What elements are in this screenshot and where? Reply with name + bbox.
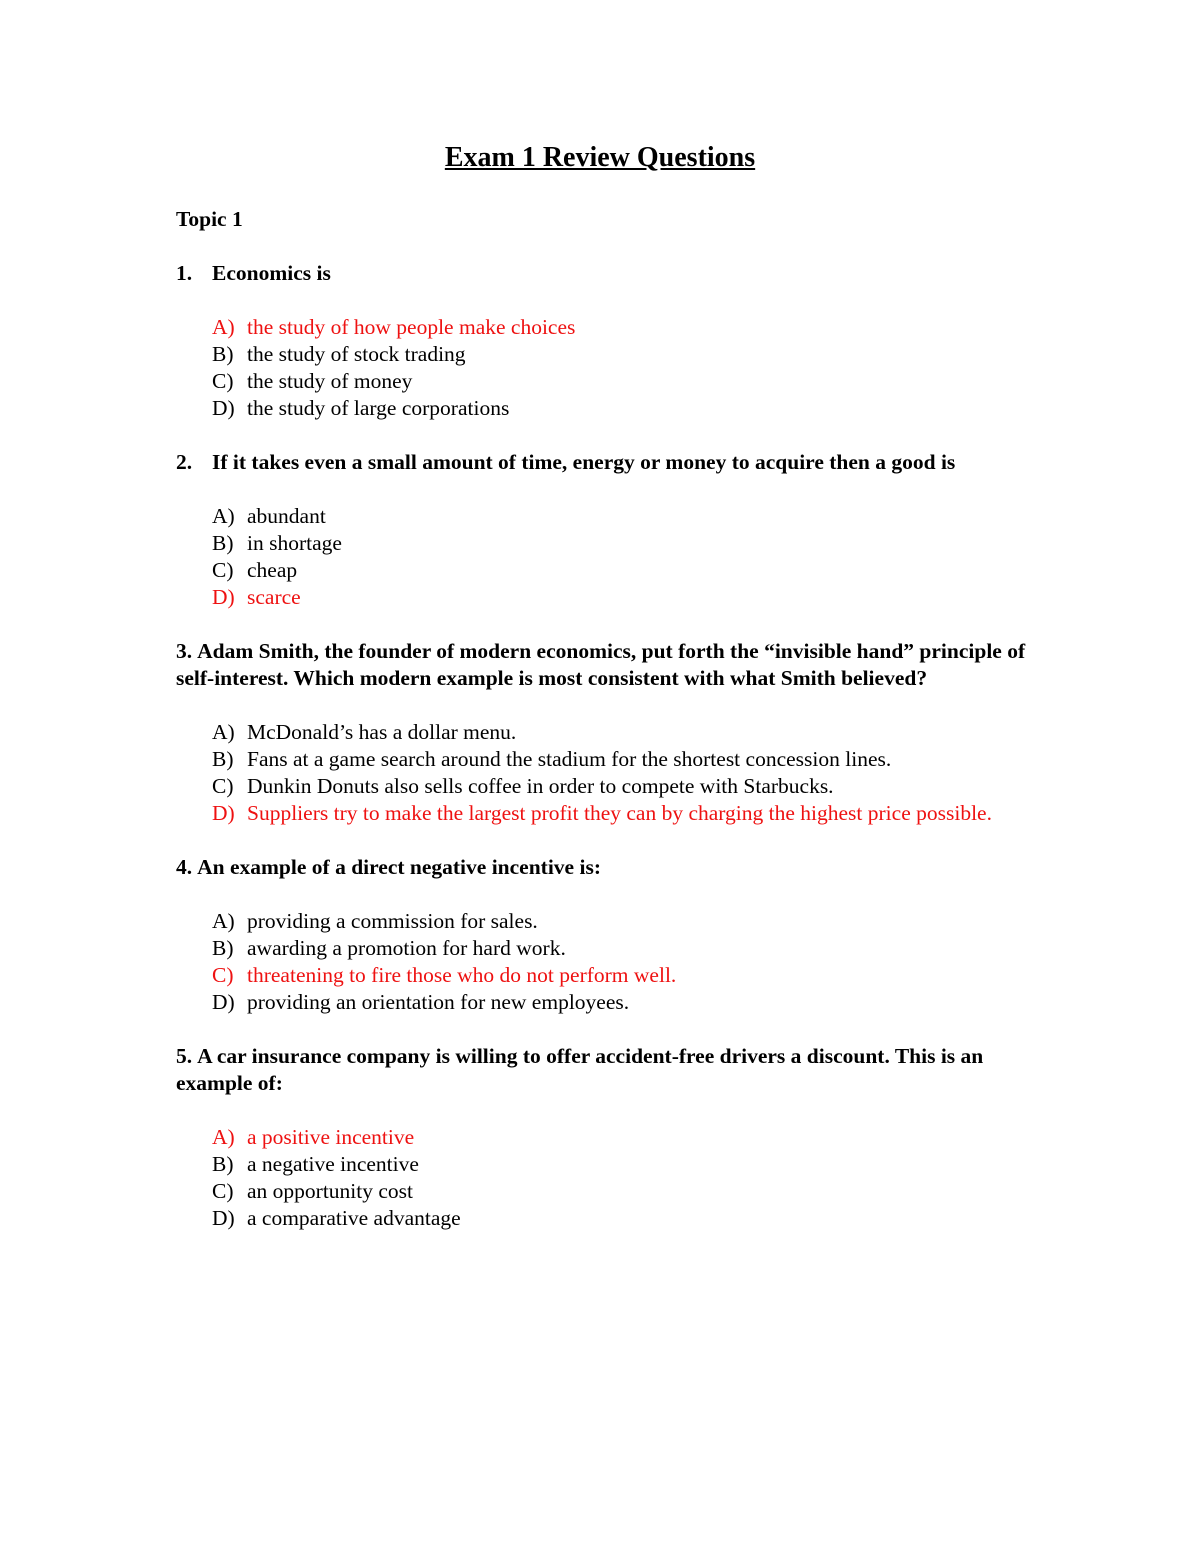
question-number: 1. xyxy=(176,261,193,285)
answer-options xyxy=(212,908,1036,1016)
option-letter: C) xyxy=(212,963,234,987)
question-stem xyxy=(176,260,1036,287)
option-letter: A) xyxy=(212,909,235,933)
option-letter: A) xyxy=(212,315,235,339)
option-letter: B) xyxy=(212,936,234,960)
answer-option xyxy=(212,314,1036,341)
answer-option xyxy=(212,962,1036,989)
answer-options xyxy=(212,1124,1036,1232)
answer-option xyxy=(212,557,1036,584)
question-number: 2. xyxy=(176,450,193,474)
answer-option xyxy=(212,503,1036,530)
answer-option xyxy=(212,584,1036,611)
option-letter: A) xyxy=(212,720,235,744)
answer-options xyxy=(212,503,1036,611)
answer-option xyxy=(212,368,1036,395)
answer-option xyxy=(212,800,1036,827)
option-letter: C) xyxy=(212,369,234,393)
answer-option xyxy=(212,1151,1036,1178)
option-text: a comparative advantage xyxy=(247,1206,461,1230)
option-letter: B) xyxy=(212,747,234,771)
option-text: an opportunity cost xyxy=(247,1179,414,1203)
answer-option xyxy=(212,719,1036,746)
question-stem xyxy=(176,854,1036,881)
question-3 xyxy=(176,638,1036,827)
option-letter: A) xyxy=(212,1125,235,1149)
question-text: Adam Smith, the founder of modern economics, put forth the “invisible hand” principle of self-interest. Which modern example is most consistent with what Smith believed? xyxy=(176,639,1026,690)
question-text: Economics is xyxy=(212,261,331,285)
option-letter: B) xyxy=(212,531,234,555)
answer-option xyxy=(212,989,1036,1016)
answer-option xyxy=(212,395,1036,422)
option-letter: C) xyxy=(212,774,234,798)
option-text: the study of stock trading xyxy=(247,342,466,366)
option-letter: B) xyxy=(212,1152,234,1176)
option-text: the study of money xyxy=(247,369,413,393)
option-text: awarding a promotion for hard work. xyxy=(247,936,566,960)
option-text: Suppliers try to make the largest profit they can by charging the highest price possible. xyxy=(247,801,992,825)
question-5 xyxy=(176,1043,1036,1232)
option-text: Fans at a game search around the stadium for the shortest concession lines. xyxy=(247,747,892,771)
question-2 xyxy=(176,449,1036,611)
option-letter: D) xyxy=(212,585,235,609)
option-text: the study of large corporations xyxy=(247,396,510,420)
answer-option xyxy=(212,1124,1036,1151)
topic-heading: Topic 1 xyxy=(176,207,243,231)
answer-option xyxy=(212,1178,1036,1205)
question-text: If it takes even a small amount of time, energy or money to acquire then a good is xyxy=(212,450,956,474)
question-text: An example of a direct negative incentive is: xyxy=(197,855,601,879)
option-text: Dunkin Donuts also sells coffee in order to compete with Starbucks. xyxy=(247,774,834,798)
question-stem xyxy=(176,1043,1036,1097)
option-text: providing a commission for sales. xyxy=(247,909,538,933)
answer-option xyxy=(212,935,1036,962)
option-letter: D) xyxy=(212,990,235,1014)
option-letter: D) xyxy=(212,1206,235,1230)
question-number: 3. xyxy=(176,639,193,663)
option-letter: A) xyxy=(212,504,235,528)
document-content xyxy=(176,138,1036,1259)
option-letter: C) xyxy=(212,558,234,582)
question-number: 4. xyxy=(176,855,193,879)
answer-option xyxy=(212,1205,1036,1232)
answer-option xyxy=(212,773,1036,800)
page-title: Exam 1 Review Questions xyxy=(444,142,756,173)
option-text: providing an orientation for new employees. xyxy=(247,990,630,1014)
option-text: cheap xyxy=(247,558,298,582)
question-text: A car insurance company is willing to offer accident-free drivers a discount. This is an example of: xyxy=(176,1044,984,1095)
question-1 xyxy=(176,260,1036,422)
option-text: scarce xyxy=(247,585,301,609)
question-number: 5. xyxy=(176,1044,193,1068)
answer-option xyxy=(212,746,1036,773)
answer-option xyxy=(212,341,1036,368)
question-stem xyxy=(176,638,1036,692)
option-letter: C) xyxy=(212,1179,234,1203)
option-text: abundant xyxy=(247,504,326,528)
option-letter: B) xyxy=(212,342,234,366)
answer-options xyxy=(212,719,1036,827)
option-text: threatening to fire those who do not perform well. xyxy=(247,963,677,987)
question-stem xyxy=(176,449,1036,476)
answer-option xyxy=(212,530,1036,557)
option-text: in shortage xyxy=(247,531,342,555)
option-text: the study of how people make choices xyxy=(247,315,576,339)
answer-option xyxy=(212,908,1036,935)
option-text: a negative incentive xyxy=(247,1152,419,1176)
option-text: a positive incentive xyxy=(247,1125,415,1149)
option-letter: D) xyxy=(212,801,235,825)
option-text: McDonald’s has a dollar menu. xyxy=(247,720,517,744)
answer-options xyxy=(212,314,1036,422)
question-4 xyxy=(176,854,1036,1016)
option-letter: D) xyxy=(212,396,235,420)
